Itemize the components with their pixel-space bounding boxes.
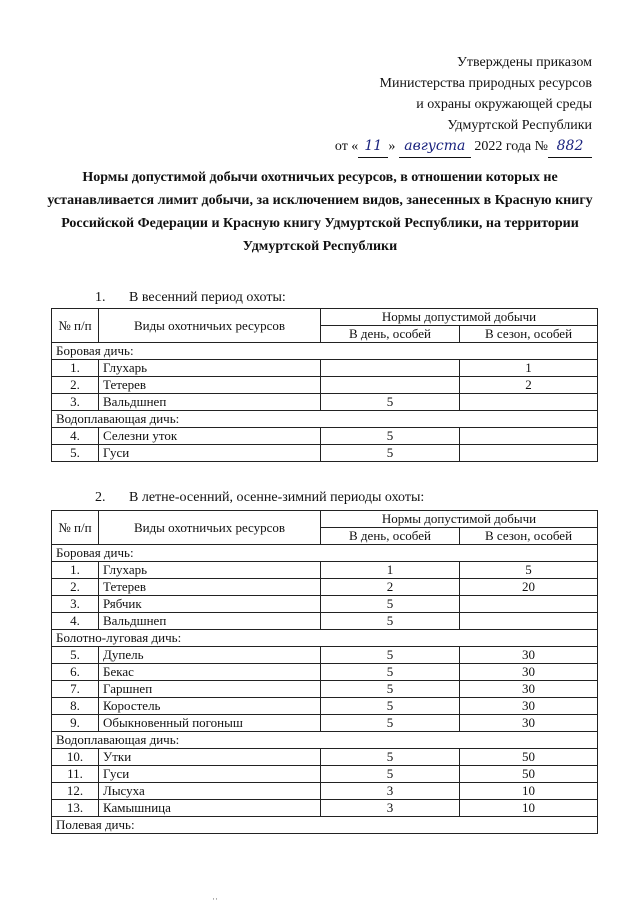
species-name: Гуси bbox=[99, 766, 321, 783]
row-number: 4. bbox=[52, 428, 99, 445]
group-row bbox=[52, 545, 598, 562]
species-name: Тетерев bbox=[99, 579, 321, 596]
per-day-value bbox=[321, 377, 460, 394]
date-mid: » bbox=[388, 139, 396, 154]
species-name: Дупель bbox=[99, 647, 321, 664]
species-name: Бекас bbox=[99, 664, 321, 681]
section-1-number: 1. bbox=[95, 290, 106, 305]
species-name: Гуси bbox=[99, 445, 321, 462]
table-row bbox=[52, 428, 598, 445]
group-row bbox=[52, 343, 598, 360]
row-number: 11. bbox=[52, 766, 99, 783]
row-number: 2. bbox=[52, 579, 99, 596]
row-number: 5. bbox=[52, 445, 99, 462]
row-number: 8. bbox=[52, 698, 99, 715]
table-header-row bbox=[52, 309, 598, 326]
approval-line-4: Удмуртской Республики bbox=[447, 118, 592, 133]
header-species: Виды охотничьих ресурсов bbox=[99, 309, 321, 343]
table-row bbox=[52, 360, 598, 377]
row-number: 9. bbox=[52, 715, 99, 732]
table-row bbox=[52, 681, 598, 698]
header-num: № п/п bbox=[52, 309, 99, 343]
spring-table-body bbox=[52, 343, 598, 462]
per-day-value: 5 bbox=[321, 394, 460, 411]
per-day-value: 5 bbox=[321, 647, 460, 664]
header-per-season: В сезон, особей bbox=[460, 326, 598, 343]
table-row bbox=[52, 596, 598, 613]
per-day-value: 5 bbox=[321, 445, 460, 462]
header-species: Виды охотничьих ресурсов bbox=[99, 511, 321, 545]
row-number: 10. bbox=[52, 749, 99, 766]
per-season-value: 5 bbox=[460, 562, 598, 579]
per-season-value bbox=[460, 445, 598, 462]
group-name: Боровая дичь: bbox=[52, 545, 598, 562]
order-year-text: 2022 года № bbox=[474, 139, 548, 154]
group-name: Полевая дичь: bbox=[52, 817, 598, 834]
table-row bbox=[52, 783, 598, 800]
per-season-value: 20 bbox=[460, 579, 598, 596]
per-day-value: 5 bbox=[321, 715, 460, 732]
group-row bbox=[52, 630, 598, 647]
table-row bbox=[52, 445, 598, 462]
table-row bbox=[52, 766, 598, 783]
section-1-title: В весенний период охоты: bbox=[129, 290, 286, 305]
row-number: 4. bbox=[52, 613, 99, 630]
per-day-value: 2 bbox=[321, 579, 460, 596]
table-row bbox=[52, 698, 598, 715]
header-norms: Нормы допустимой добычи bbox=[321, 511, 598, 528]
per-day-value: 1 bbox=[321, 562, 460, 579]
group-name: Боровая дичь: bbox=[52, 343, 598, 360]
per-season-value: 10 bbox=[460, 800, 598, 817]
per-season-value: 30 bbox=[460, 715, 598, 732]
per-day-value: 5 bbox=[321, 664, 460, 681]
date-prefix: от « bbox=[334, 139, 359, 154]
summer-autumn-table-body bbox=[52, 545, 598, 834]
row-number: 3. bbox=[52, 394, 99, 411]
approval-line-2: Министерства природных ресурсов bbox=[379, 76, 592, 91]
species-name: Утки bbox=[99, 749, 321, 766]
row-number: 13. bbox=[52, 800, 99, 817]
per-season-value bbox=[460, 428, 598, 445]
table-header-row bbox=[52, 511, 598, 528]
species-name: Рябчик bbox=[99, 596, 321, 613]
per-day-value: 5 bbox=[321, 766, 460, 783]
row-number: 1. bbox=[52, 360, 99, 377]
row-number: 7. bbox=[52, 681, 99, 698]
table-row bbox=[52, 800, 598, 817]
header-per-day: В день, особей bbox=[321, 326, 460, 343]
species-name: Лысуха bbox=[99, 783, 321, 800]
row-number: 5. bbox=[52, 647, 99, 664]
header-per-season: В сезон, особей bbox=[460, 528, 598, 545]
summer-autumn-norms-table bbox=[51, 510, 598, 834]
species-name: Обыкновенный погоныш bbox=[99, 715, 321, 732]
species-name: Вальдшнеп bbox=[99, 394, 321, 411]
group-row bbox=[52, 732, 598, 749]
table-row bbox=[52, 377, 598, 394]
species-name: Вальдшнеп bbox=[99, 613, 321, 630]
order-day: 11 bbox=[358, 136, 388, 158]
document-title: Нормы допустимой добычи охотничьих ресурсов, в отношении которых не устанавливается лимит добычи, за исключением видов, занесенных в Красную книгу Российской Федерации и Красную книгу Удмуртской Республики, на территории Удмуртской Республики bbox=[47, 170, 593, 254]
order-date-line bbox=[335, 136, 592, 158]
species-name: Селезни уток bbox=[99, 428, 321, 445]
group-row bbox=[52, 817, 598, 834]
table-row bbox=[52, 394, 598, 411]
header-num: № п/п bbox=[52, 511, 99, 545]
approval-line-1: Утверждены приказом bbox=[456, 55, 592, 70]
species-name: Камышница bbox=[99, 800, 321, 817]
table-row bbox=[52, 579, 598, 596]
per-day-value: 5 bbox=[321, 698, 460, 715]
per-season-value: 30 bbox=[460, 664, 598, 681]
species-name: Тетерев bbox=[99, 377, 321, 394]
row-number: 2. bbox=[52, 377, 99, 394]
species-name: Глухарь bbox=[99, 360, 321, 377]
approval-block bbox=[335, 52, 592, 158]
row-number: 1. bbox=[52, 562, 99, 579]
species-name: Глухарь bbox=[99, 562, 321, 579]
table-row bbox=[52, 562, 598, 579]
per-day-value: 3 bbox=[321, 783, 460, 800]
per-day-value: 5 bbox=[321, 596, 460, 613]
group-name: Водоплавающая дичь: bbox=[52, 732, 598, 749]
table-row bbox=[52, 647, 598, 664]
table-row bbox=[52, 749, 598, 766]
per-day-value: 5 bbox=[321, 749, 460, 766]
per-season-value: 50 bbox=[460, 749, 598, 766]
table-row bbox=[52, 715, 598, 732]
per-day-value bbox=[321, 360, 460, 377]
per-day-value: 3 bbox=[321, 800, 460, 817]
per-season-value: 30 bbox=[460, 698, 598, 715]
per-season-value: 30 bbox=[460, 681, 598, 698]
section-2-title: В летне-осенний, осенне-зимний периоды охоты: bbox=[129, 490, 425, 505]
group-name: Водоплавающая дичь: bbox=[52, 411, 598, 428]
footer-mark: ·· bbox=[212, 894, 218, 904]
per-season-value bbox=[460, 596, 598, 613]
per-day-value: 5 bbox=[321, 428, 460, 445]
header-per-day: В день, особей bbox=[321, 528, 460, 545]
order-month: августа bbox=[399, 136, 471, 158]
per-day-value: 5 bbox=[321, 613, 460, 630]
order-number: 882 bbox=[548, 136, 592, 158]
row-number: 12. bbox=[52, 783, 99, 800]
per-day-value: 5 bbox=[321, 681, 460, 698]
section-2-heading bbox=[95, 490, 424, 506]
per-season-value bbox=[460, 613, 598, 630]
row-number: 3. bbox=[52, 596, 99, 613]
per-season-value: 10 bbox=[460, 783, 598, 800]
per-season-value bbox=[460, 394, 598, 411]
header-norms: Нормы допустимой добычи bbox=[321, 309, 598, 326]
per-season-value: 1 bbox=[460, 360, 598, 377]
section-1-heading bbox=[95, 290, 286, 306]
approval-line-3: и охраны окружающей среды bbox=[416, 97, 592, 112]
spring-norms-table bbox=[51, 308, 598, 462]
species-name: Гаршнеп bbox=[99, 681, 321, 698]
per-season-value: 2 bbox=[460, 377, 598, 394]
group-name: Болотно-луговая дичь: bbox=[52, 630, 598, 647]
per-season-value: 30 bbox=[460, 647, 598, 664]
group-row bbox=[52, 411, 598, 428]
section-2-number: 2. bbox=[95, 490, 106, 505]
row-number: 6. bbox=[52, 664, 99, 681]
table-row bbox=[52, 613, 598, 630]
per-season-value: 50 bbox=[460, 766, 598, 783]
species-name: Коростель bbox=[99, 698, 321, 715]
table-row bbox=[52, 664, 598, 681]
